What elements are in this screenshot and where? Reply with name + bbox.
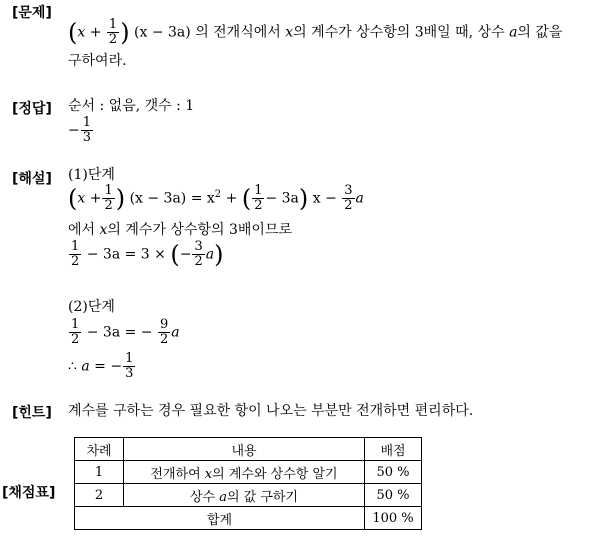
solution-step1-eq: (x + $\frac{1}{2}$ ) $(x - 3a) = x^2$ + ( $\frac{1}{2}$ − 3a) x − $\frac{3}{2}$ a (68, 183, 364, 213)
problem-text-mid: 의 전개식에서 (195, 24, 281, 41)
table-row: 1 전개하여 x의 계수와 상수항 알기 50 % (75, 461, 422, 484)
solution-step2-title: (2)단계 (68, 299, 115, 315)
rubric-header-content: 내용 (124, 438, 365, 461)
rubric-table (74, 437, 422, 530)
rubric-header-score: 배점 (365, 438, 422, 461)
answer-line-1: 순서 : 없음, 갯수 : 1 (68, 98, 195, 114)
problem-expr-plus: x + (77, 24, 102, 41)
problem-label: [문제] (12, 5, 52, 21)
hint-text: 계수를 구하는 경우 필요한 항이 나오는 부분만 전개하면 편리하다. (68, 403, 474, 419)
solution-label: [해설] (12, 171, 52, 187)
rubric-total-row: 합계 100 % (75, 507, 422, 530)
problem-line-1: (x + $\frac{1}{2}$ ) (x − 3a) 의 전개식에서 x의 계수가 상수항의 3배일 때, 상수 a의 값을 (68, 17, 563, 47)
problem-line-2: 구하여라. (68, 53, 127, 69)
problem-expr-tail: (x − 3a) (134, 24, 191, 41)
solution-step1-text: 에서 x의 계수가 상수항의 3배이므로 (68, 222, 292, 238)
table-row: 2 상수 a의 값 구하기 50 % (75, 484, 422, 507)
solution-step2-eq: $\frac{1}{2}$ − 3a = − $\frac{9}{2}$ a (71, 317, 180, 347)
answer-value: − $\frac{1}{3}$ (68, 115, 92, 145)
solution-step1-eq2: $\frac{1}{2}$ − 3a = 3 × (− $\frac{3}{2}$ a) (71, 239, 224, 269)
rubric-label: [채점표] (2, 485, 56, 501)
rubric-header-no: 차례 (75, 438, 124, 461)
answer-label: [정답] (12, 101, 52, 117)
problem-fraction: $\frac{1}{2}$ (108, 17, 118, 47)
hint-label: [힌트] (12, 405, 52, 421)
rubric-header-row (75, 438, 422, 461)
solution-step1-title: (1)단계 (68, 167, 115, 183)
solution-step2-result: ∴ a = − $\frac{1}{3}$ (68, 351, 134, 381)
